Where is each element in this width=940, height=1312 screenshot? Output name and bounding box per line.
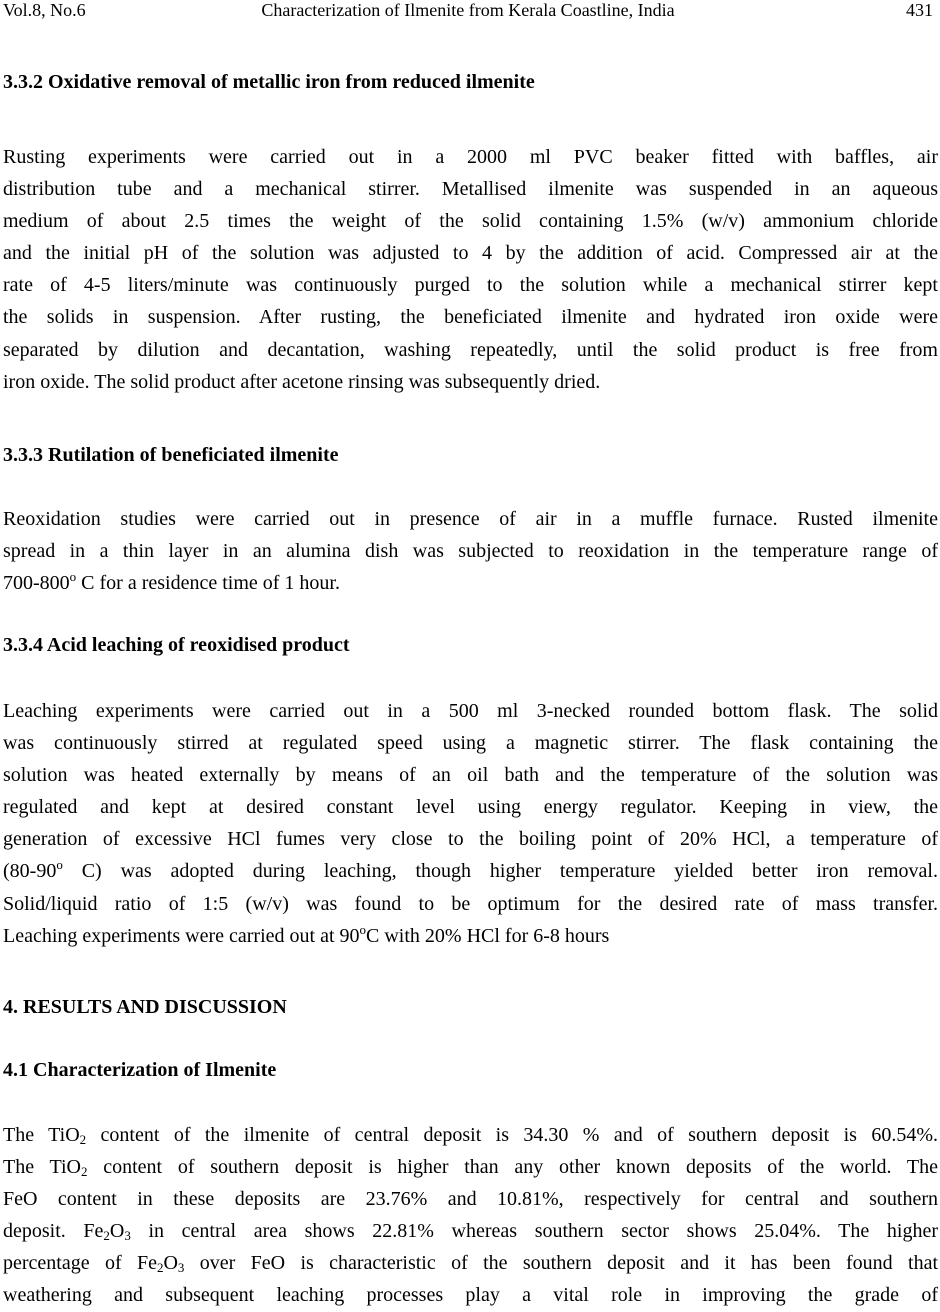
paragraph-reoxidation [3, 503, 938, 599]
paragraph-rusting [3, 141, 938, 398]
paragraph-characterization [3, 1119, 938, 1312]
text-line: spread in a thin layer in an alumina dish was subjected to reoxidation in the temperature range of [3, 540, 938, 563]
text-line: FeO content in these deposits are 23.76% and 10.81%, respectively for central and southern [3, 1188, 938, 1211]
section-heading-3-3-3: 3.3.3 Rutilation of beneficiated ilmenite [3, 444, 339, 466]
text-line: rate of 4-5 liters/minute was continuously purged to the solution while a mechanical stirrer kept [3, 274, 938, 297]
text-line: deposit. $Fe_2O_3$ in central area shows 22.81% whereas southern sector shows 25.04%. The higher [3, 1220, 938, 1244]
text-line: medium of about 2.5 times the weight of the solid containing 1.5% (w/v) ammonium chloride [3, 210, 938, 233]
section-heading-4: 4. RESULTS AND DISCUSSION [3, 996, 287, 1018]
text-line: The TiO$_2$ content of southern deposit is higher than any other known deposits of the world. The [3, 1156, 938, 1180]
text-line: and the initial pH of the solution was adjusted to 4 by the addition of acid. Compressed air at the [3, 242, 938, 265]
text-line: Leaching experiments were carried out at 90$^o$C with 20% HCl for 6-8 hours [3, 921, 610, 947]
journal-volume: Vol.8, No.6 [3, 0, 86, 20]
text-line: The TiO$_2$ content of the ilmenite of central deposit is 34.30 % and of southern deposit is 60.54%. [3, 1124, 939, 1147]
page-number: 431 [906, 0, 933, 20]
text-line: Reoxidation studies were carried out in presence of air in a muffle furnace. Rusted ilmenite [3, 508, 938, 530]
text-line: distribution tube and a mechanical stirrer. Metallised ilmenite was suspended in an aqueous [3, 178, 938, 201]
running-header [3, 0, 933, 22]
text-line: weathering and subsequent leaching processes play a vital role in improving the grade of [3, 1284, 938, 1307]
text-line: regulated and kept at desired constant level using energy regulator. Keeping in view, the [3, 796, 938, 819]
running-title: Characterization of Ilmenite from Kerala Coastline, India [261, 0, 675, 20]
text-line: Solid/liquid ratio of 1:5 (w/v) was found to be optimum for the desired rate of mass transfer. [3, 892, 938, 915]
paragraph-leaching [3, 695, 938, 952]
text-line: (80-90$^o$ C) was adopted during leaching, though higher temperature yielded better iron removal. [3, 857, 938, 883]
text-line: generation of excessive HCl fumes very close to the boiling point of 20% HCl, a temperature of [3, 828, 938, 851]
text-line: Rusting experiments were carried out in a 2000 ml PVC beaker fitted with baffles, air [3, 146, 938, 168]
text-line: was continuously stirred at regulated speed using a magnetic stirrer. The flask containing the [3, 732, 938, 755]
text-line: 700-800$^o$ C for a residence time of 1 hour. [3, 569, 340, 595]
section-heading-3-3-4: 3.3.4 Acid leaching of reoxidised product [3, 634, 350, 656]
section-heading-3-3-2: 3.3.2 Oxidative removal of metallic iron from reduced ilmenite [3, 71, 535, 93]
text-line: percentage of $Fe_2O_3$ over FeO is characteristic of the southern deposit and it has been found that [3, 1252, 938, 1276]
text-line: the solids in suspension. After rusting, the beneficiated ilmenite and hydrated iron oxide were [3, 306, 938, 329]
text-line: Leaching experiments were carried out in a 500 ml 3-necked rounded bottom flask. The solid [3, 700, 938, 722]
text-line: separated by dilution and decantation, washing repeatedly, until the solid product is free from [3, 338, 938, 361]
text-line: solution was heated externally by means of an oil bath and the temperature of the solution was [3, 764, 938, 787]
text-line: iron oxide. The solid product after acetone rinsing was subsequently dried. [3, 370, 601, 393]
section-heading-4-1: 4.1 Characterization of Ilmenite [3, 1059, 277, 1081]
